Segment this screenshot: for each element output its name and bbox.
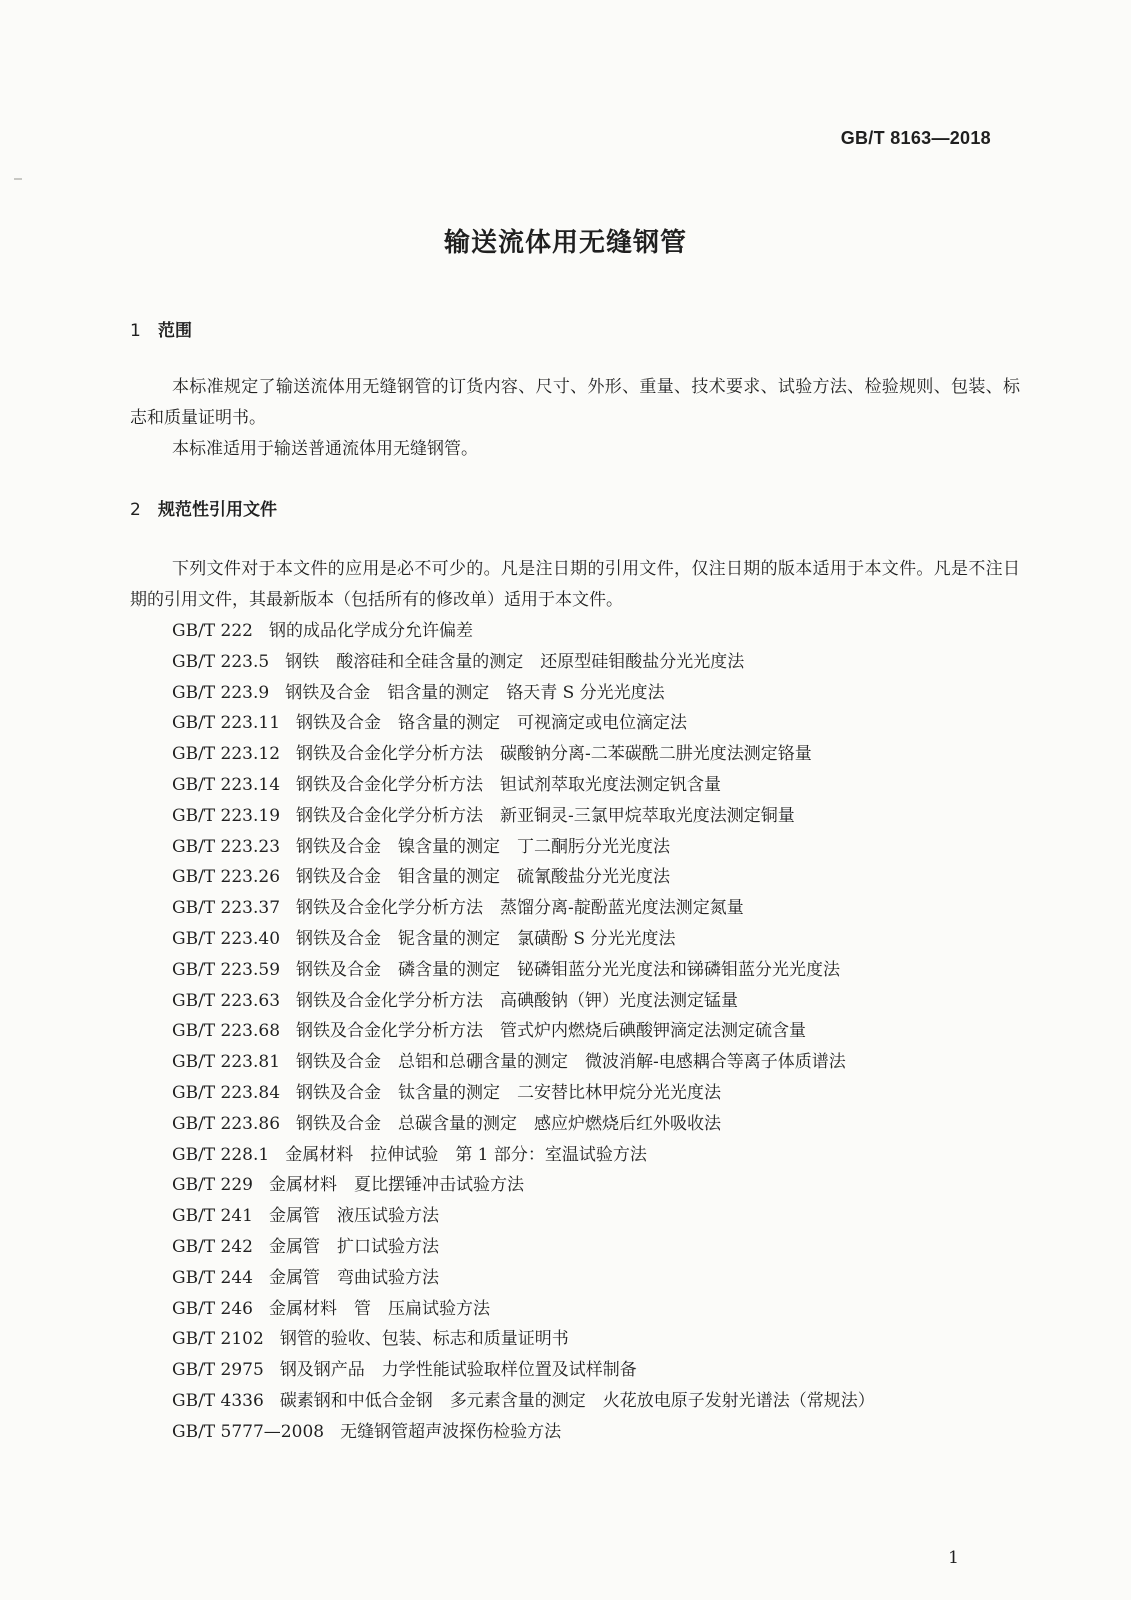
reference-code: GB/T 223.23: [172, 836, 281, 857]
reference-title: 金属材料 管 压扁试验方法: [269, 1298, 490, 1319]
section-1-paragraph-1: 本标准规定了输送流体用无缝钢管的订货内容、尺寸、外形、重量、技术要求、试验方法、检验规则、包装、标志和质量证明书。: [130, 377, 1020, 428]
reference-code: GB/T 223.11: [172, 713, 281, 734]
reference-code: GB/T 223.63: [172, 990, 281, 1011]
reference-code: GB/T 223.12: [172, 744, 281, 765]
reference-code: GB/T 246: [172, 1298, 253, 1319]
reference-title: 金属材料 拉伸试验 第 1 部分：室温试验方法: [285, 1144, 647, 1165]
reference-item: [172, 955, 1022, 986]
reference-code: GB/T 223.68: [172, 1021, 281, 1042]
reference-title: 金属材料 夏比摆锤冲击试验方法: [269, 1175, 524, 1196]
reference-item: [172, 893, 1022, 924]
reference-title: 钢铁 酸溶硅和全硅含量的测定 还原型硅钼酸盐分光光度法: [285, 651, 745, 672]
reference-code: GB/T 223.86: [172, 1113, 281, 1134]
reference-title: 钢铁及合金 铌含量的测定 氯磺酚 S 分光光度法: [296, 928, 676, 949]
reference-item: [172, 801, 1022, 832]
reference-title: 钢铁及合金 总碳含量的测定 感应炉燃烧后红外吸收法: [296, 1113, 722, 1134]
reference-item: [172, 1355, 1022, 1386]
reference-item: [172, 832, 1022, 863]
reference-title: 金属管 弯曲试验方法: [269, 1267, 439, 1288]
section-1-heading: [130, 316, 192, 341]
reference-title: 钢铁及合金化学分析方法 管式炉内燃烧后碘酸钾滴定法测定硫含量: [296, 1021, 807, 1042]
reference-code: GB/T 242: [172, 1236, 253, 1257]
reference-title: 金属管 液压试验方法: [269, 1206, 439, 1227]
section-title: 规范性引用文件: [158, 500, 277, 520]
reference-code: GB/T 222: [172, 621, 253, 641]
section-2-heading: [130, 495, 277, 520]
reference-code: GB/T 223.81: [172, 1052, 281, 1073]
reference-code: GB/T 2102: [172, 1329, 264, 1350]
reference-item: [172, 862, 1022, 893]
reference-item: [172, 1324, 1022, 1355]
reference-title: 钢铁及合金 总铝和总硼含量的测定 微波消解-电感耦合等离子体质谱法: [296, 1052, 846, 1073]
reference-code: GB/T 4336: [172, 1390, 264, 1411]
reference-code: GB/T 223.9: [172, 682, 270, 703]
reference-title: 钢铁及合金 钛含量的测定 二安替比林甲烷分光光度法: [296, 1082, 722, 1103]
reference-code: GB/T 223.5: [172, 651, 270, 672]
reference-title: 无缝钢管超声波探伤检验方法: [340, 1421, 562, 1442]
reference-item: [172, 1047, 1022, 1078]
reference-item: [172, 1109, 1022, 1140]
section-2-paragraph-1: 下列文件对于本文件的应用是必不可少的。凡是注日期的引用文件，仅注日期的版本适用于本文件。凡是不注日期的引用文件，其最新版本（包括所有的修改单）适用于本文件。: [130, 559, 1020, 610]
reference-code: GB/T 223.14: [172, 774, 281, 795]
reference-item: [172, 1417, 1022, 1448]
normative-references-list: [172, 616, 1022, 1448]
reference-item: [172, 647, 1022, 678]
reference-item: [172, 1294, 1022, 1325]
reference-title: 钢铁及合金化学分析方法 高碘酸钠（钾）光度法测定锰量: [296, 990, 739, 1011]
section-number: 2: [130, 500, 141, 520]
reference-code: GB/T 223.37: [172, 898, 281, 919]
reference-item: [172, 1386, 1022, 1417]
reference-item: [172, 1201, 1022, 1232]
reference-item: [172, 616, 1022, 647]
reference-item: [172, 986, 1022, 1017]
reference-code: GB/T 2975: [172, 1360, 264, 1381]
reference-title: 钢铁及合金化学分析方法 新亚铜灵-三氯甲烷萃取光度法测定铜量: [296, 805, 795, 826]
reference-item: [172, 1016, 1022, 1047]
reference-title: 钢及钢产品 力学性能试验取样位置及试样制备: [279, 1360, 637, 1381]
reference-item: [172, 770, 1022, 801]
reference-title: 钢铁及合金化学分析方法 蒸馏分离-靛酚蓝光度法测定氮量: [296, 898, 744, 919]
page-number: 1: [948, 1548, 959, 1568]
reference-title: 碳素钢和中低合金钢 多元素含量的测定 火花放电原子发射光谱法（常规法）: [279, 1390, 875, 1411]
reference-title: 钢铁及合金 铬含量的测定 可视滴定或电位滴定法: [296, 713, 688, 734]
reference-title: 钢铁及合金 磷含量的测定 铋磷钼蓝分光光度法和锑磷钼蓝分光光度法: [296, 959, 841, 980]
scan-edge-mark: [14, 178, 22, 180]
reference-code: GB/T 223.59: [172, 959, 281, 980]
reference-title: 钢铁及合金 镍含量的测定 丁二酮肟分光光度法: [296, 836, 671, 857]
reference-item: [172, 1078, 1022, 1109]
reference-item: [172, 678, 1022, 709]
reference-title: 钢的成品化学成分允许偏差: [269, 621, 473, 641]
reference-item: [172, 1263, 1022, 1294]
reference-item: [172, 924, 1022, 955]
reference-title: 钢铁及合金 钼含量的测定 硫氰酸盐分光光度法: [296, 867, 671, 888]
reference-item: [172, 739, 1022, 770]
reference-title: 钢管的验收、包装、标志和质量证明书: [279, 1329, 569, 1350]
reference-code: GB/T 223.40: [172, 928, 281, 949]
reference-title: 钢铁及合金化学分析方法 钽试剂萃取光度法测定钒含量: [296, 774, 722, 795]
reference-item: [172, 1140, 1022, 1171]
reference-item: [172, 1232, 1022, 1263]
reference-code: GB/T 244: [172, 1267, 253, 1288]
reference-code: GB/T 228.1: [172, 1144, 270, 1165]
reference-code: GB/T 223.26: [172, 867, 281, 888]
document-title: 输送流体用无缝钢管: [443, 228, 687, 258]
standard-code: GB/T 8163—2018: [840, 128, 991, 148]
section-number: 1: [130, 321, 141, 341]
reference-item: [172, 708, 1022, 739]
reference-title: 钢铁及合金化学分析方法 碳酸钠分离-二苯碳酰二肼光度法测定铬量: [296, 744, 812, 765]
reference-code: GB/T 5777—2008: [172, 1421, 325, 1442]
reference-item: [172, 1170, 1022, 1201]
section-title: 范围: [158, 321, 192, 341]
reference-code: GB/T 241: [172, 1206, 253, 1227]
reference-code: GB/T 229: [172, 1175, 253, 1196]
section-1-paragraph-2: 本标准适用于输送普通流体用无缝钢管。: [172, 439, 478, 459]
reference-title: 金属管 扩口试验方法: [269, 1236, 439, 1257]
reference-code: GB/T 223.84: [172, 1082, 281, 1103]
reference-code: GB/T 223.19: [172, 805, 281, 826]
reference-title: 钢铁及合金 铝含量的测定 铬天青 S 分光光度法: [285, 682, 665, 703]
